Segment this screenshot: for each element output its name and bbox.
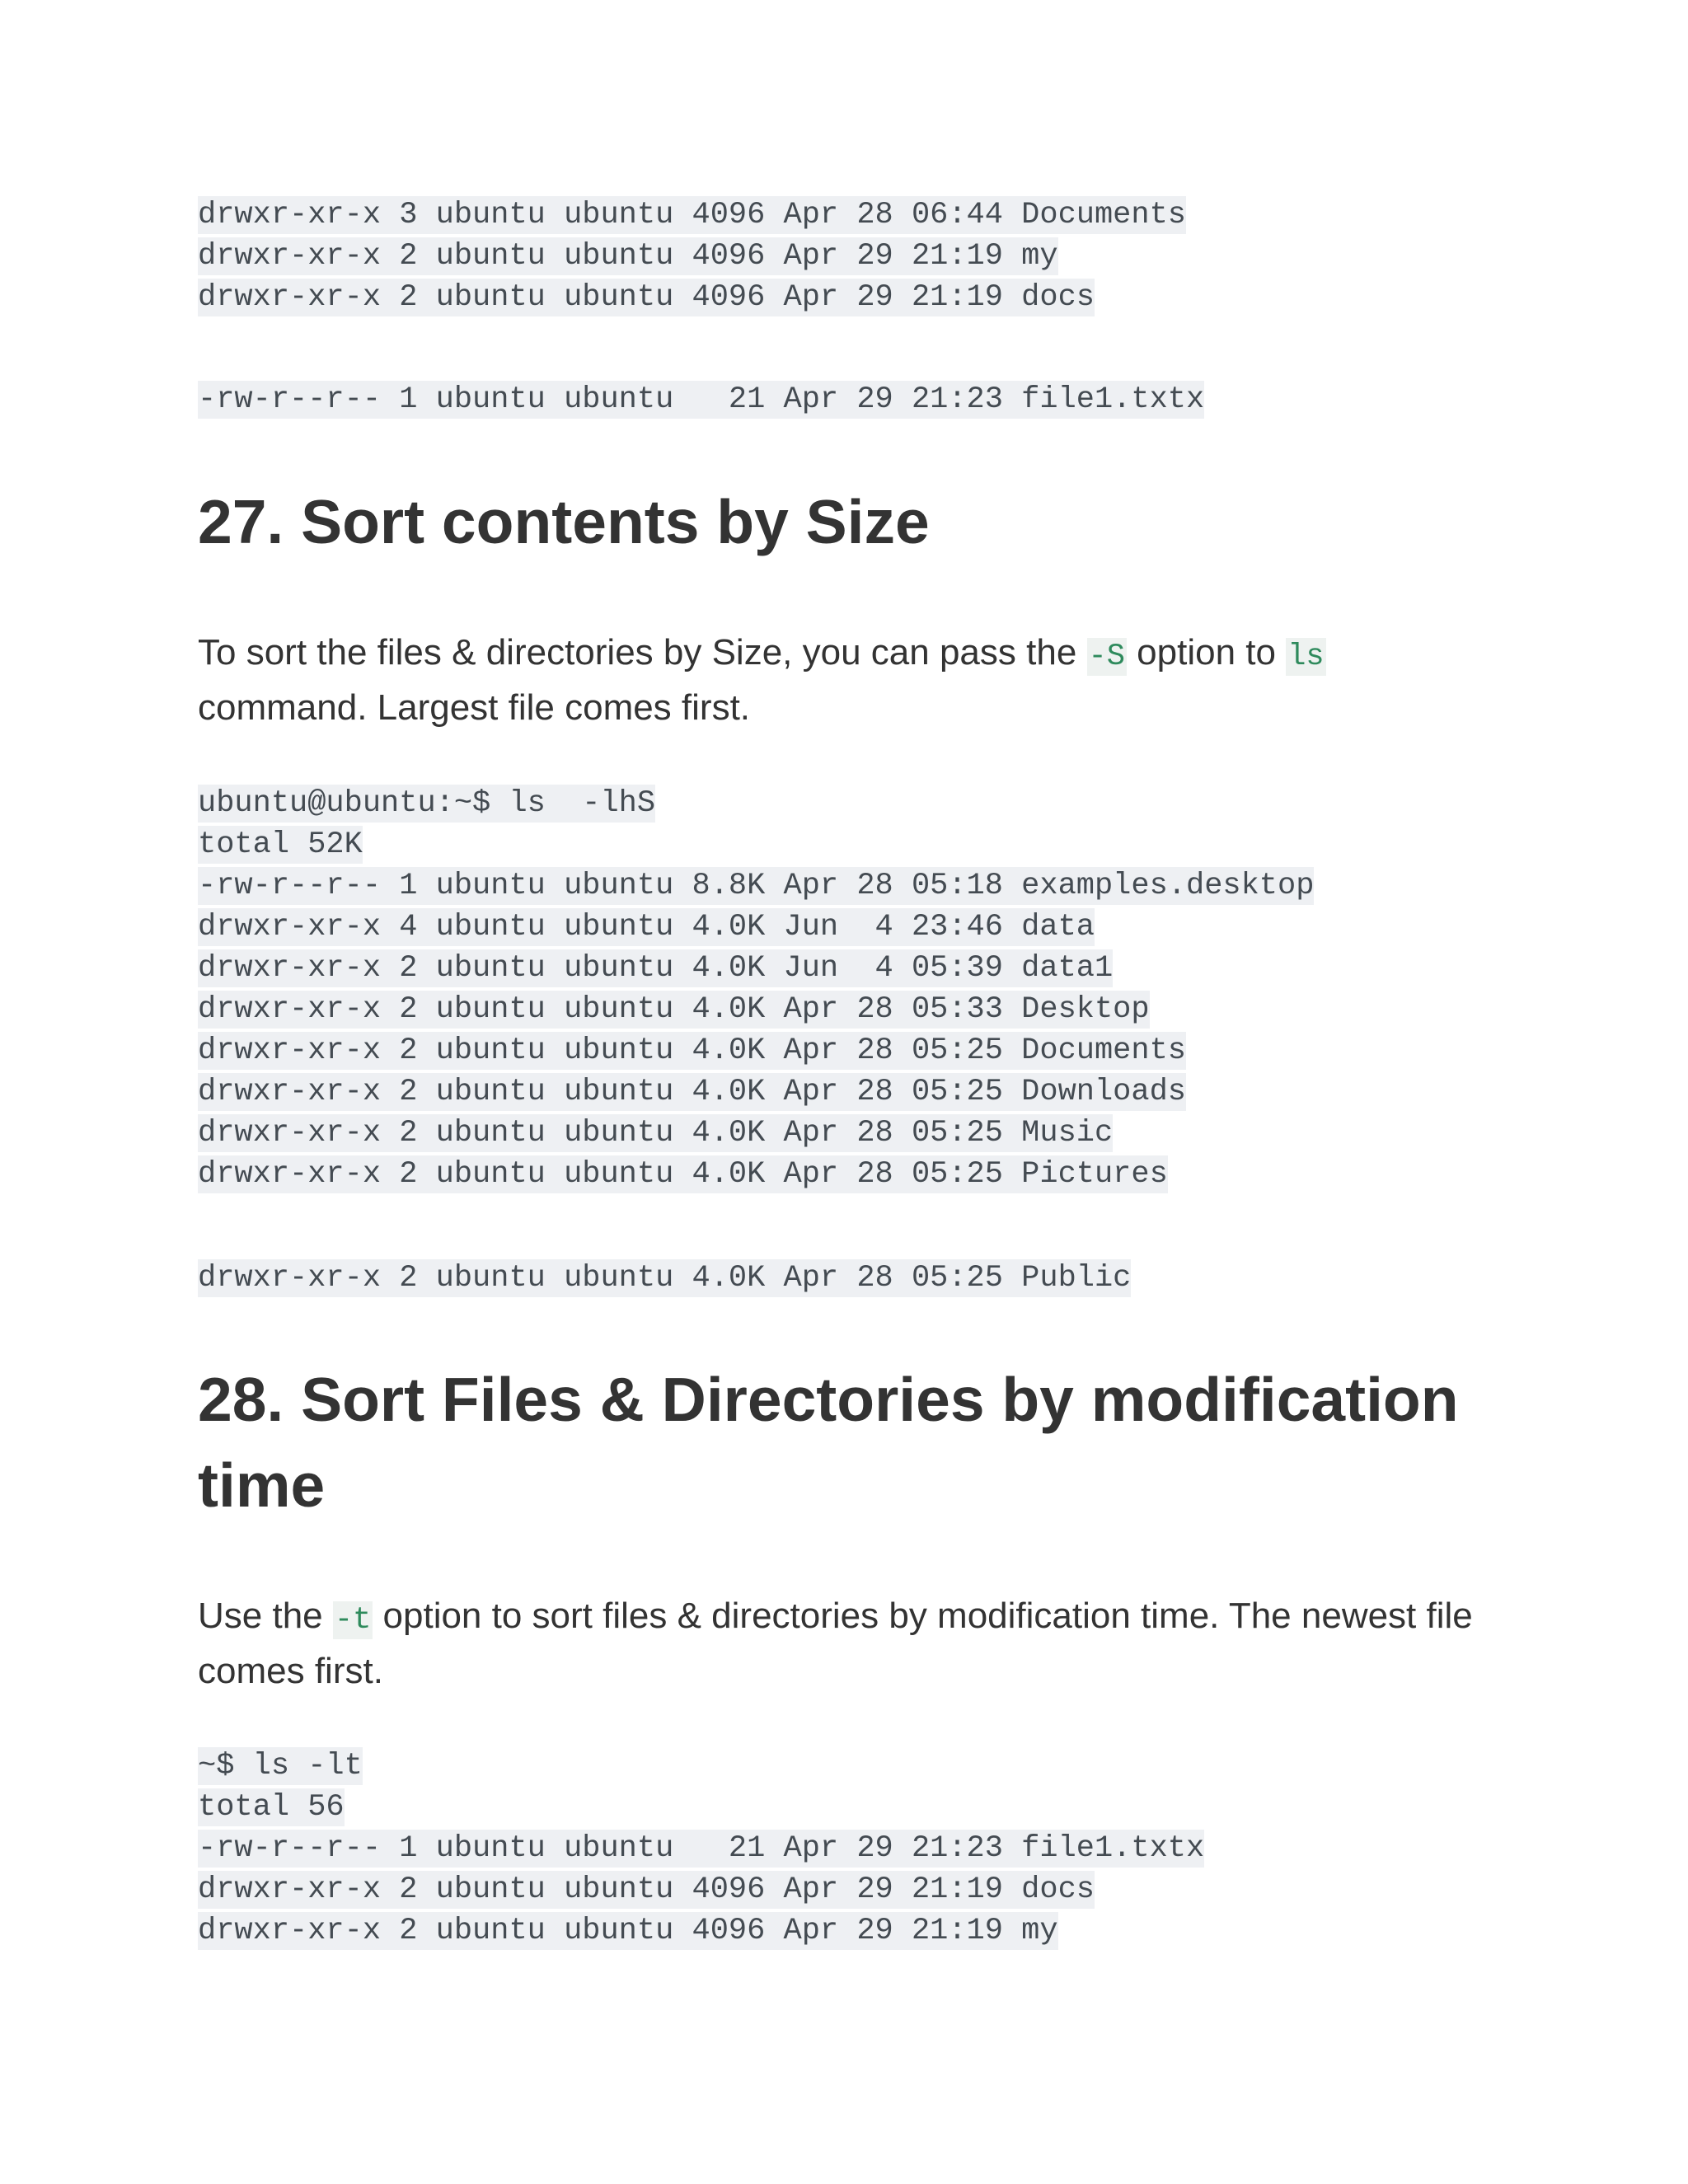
code-line: -rw-r--r-- 1 ubuntu ubuntu 21 Apr 29 21:23 file1.txtx bbox=[198, 1831, 1205, 1866]
section-28-paragraph bbox=[198, 1591, 1484, 1697]
code-line: -rw-r--r-- 1 ubuntu ubuntu 8.8K Apr 28 05:18 examples.desktop bbox=[198, 869, 1315, 903]
inline-code-option-S: -S bbox=[1088, 640, 1125, 674]
inline-code-option-t: -t bbox=[334, 1603, 372, 1638]
code-line: ~$ ls -lt bbox=[198, 1749, 363, 1783]
code-line: drwxr-xr-x 2 ubuntu ubuntu 4.0K Apr 28 05:33 Desktop bbox=[198, 992, 1150, 1027]
code-line: drwxr-xr-x 2 ubuntu ubuntu 4.0K Apr 28 05:25 Music bbox=[198, 1116, 1114, 1151]
section-heading-27: 27. Sort contents by Size bbox=[198, 487, 930, 556]
code-line: total 56 bbox=[198, 1790, 345, 1825]
section-heading-28: 28. Sort Files & Directories by modification time bbox=[198, 1365, 1459, 1520]
code-line: drwxr-xr-x 2 ubuntu ubuntu 4096 Apr 29 21:19 docs bbox=[198, 1872, 1095, 1907]
code-block-listing-top bbox=[198, 194, 1186, 318]
code-block-public-line bbox=[198, 1258, 1131, 1299]
paragraph-text: command. Largest file comes first. bbox=[198, 687, 751, 728]
code-line: ubuntu@ubuntu:~$ ls -lhS bbox=[198, 786, 656, 821]
code-line: drwxr-xr-x 2 ubuntu ubuntu 4.0K Apr 28 05:25 Public bbox=[198, 1261, 1132, 1296]
paragraph-text: option to bbox=[1126, 632, 1287, 673]
paragraph-text: option to sort files & directories by modification time. The newest file comes first. bbox=[198, 1596, 1473, 1691]
code-line: drwxr-xr-x 2 ubuntu ubuntu 4.0K Jun 4 05:39 data1 bbox=[198, 951, 1114, 986]
code-line: drwxr-xr-x 4 ubuntu ubuntu 4.0K Jun 4 23:46 data bbox=[198, 910, 1095, 944]
code-line: drwxr-xr-x 2 ubuntu ubuntu 4.0K Apr 28 05:25 Downloads bbox=[198, 1075, 1186, 1109]
section-27-paragraph bbox=[198, 627, 1484, 733]
code-line: drwxr-xr-x 3 ubuntu ubuntu 4096 Apr 28 06:44 Documents bbox=[198, 198, 1186, 232]
code-line: drwxr-xr-x 2 ubuntu ubuntu 4.0K Apr 28 05:25 Documents bbox=[198, 1033, 1186, 1068]
code-block-file-line bbox=[198, 379, 1204, 420]
code-line: drwxr-xr-x 2 ubuntu ubuntu 4096 Apr 29 21:19 my bbox=[198, 1914, 1058, 1948]
code-line: -rw-r--r-- 1 ubuntu ubuntu 21 Apr 29 21:23 file1.txtx bbox=[198, 382, 1205, 417]
code-line: drwxr-xr-x 2 ubuntu ubuntu 4.0K Apr 28 05:25 Pictures bbox=[198, 1157, 1168, 1192]
code-line: drwxr-xr-x 2 ubuntu ubuntu 4096 Apr 29 21:19 my bbox=[198, 239, 1058, 274]
code-block-ls-lhS bbox=[198, 783, 1314, 1195]
code-line: drwxr-xr-x 2 ubuntu ubuntu 4096 Apr 29 21:19 docs bbox=[198, 280, 1095, 315]
paragraph-text: To sort the files & directories by Size, you can pass the bbox=[198, 632, 1087, 673]
code-block-ls-lt bbox=[198, 1746, 1204, 1952]
paragraph-text: Use the bbox=[198, 1596, 333, 1636]
code-line: total 52K bbox=[198, 827, 363, 862]
inline-code-ls: ls bbox=[1287, 640, 1325, 674]
